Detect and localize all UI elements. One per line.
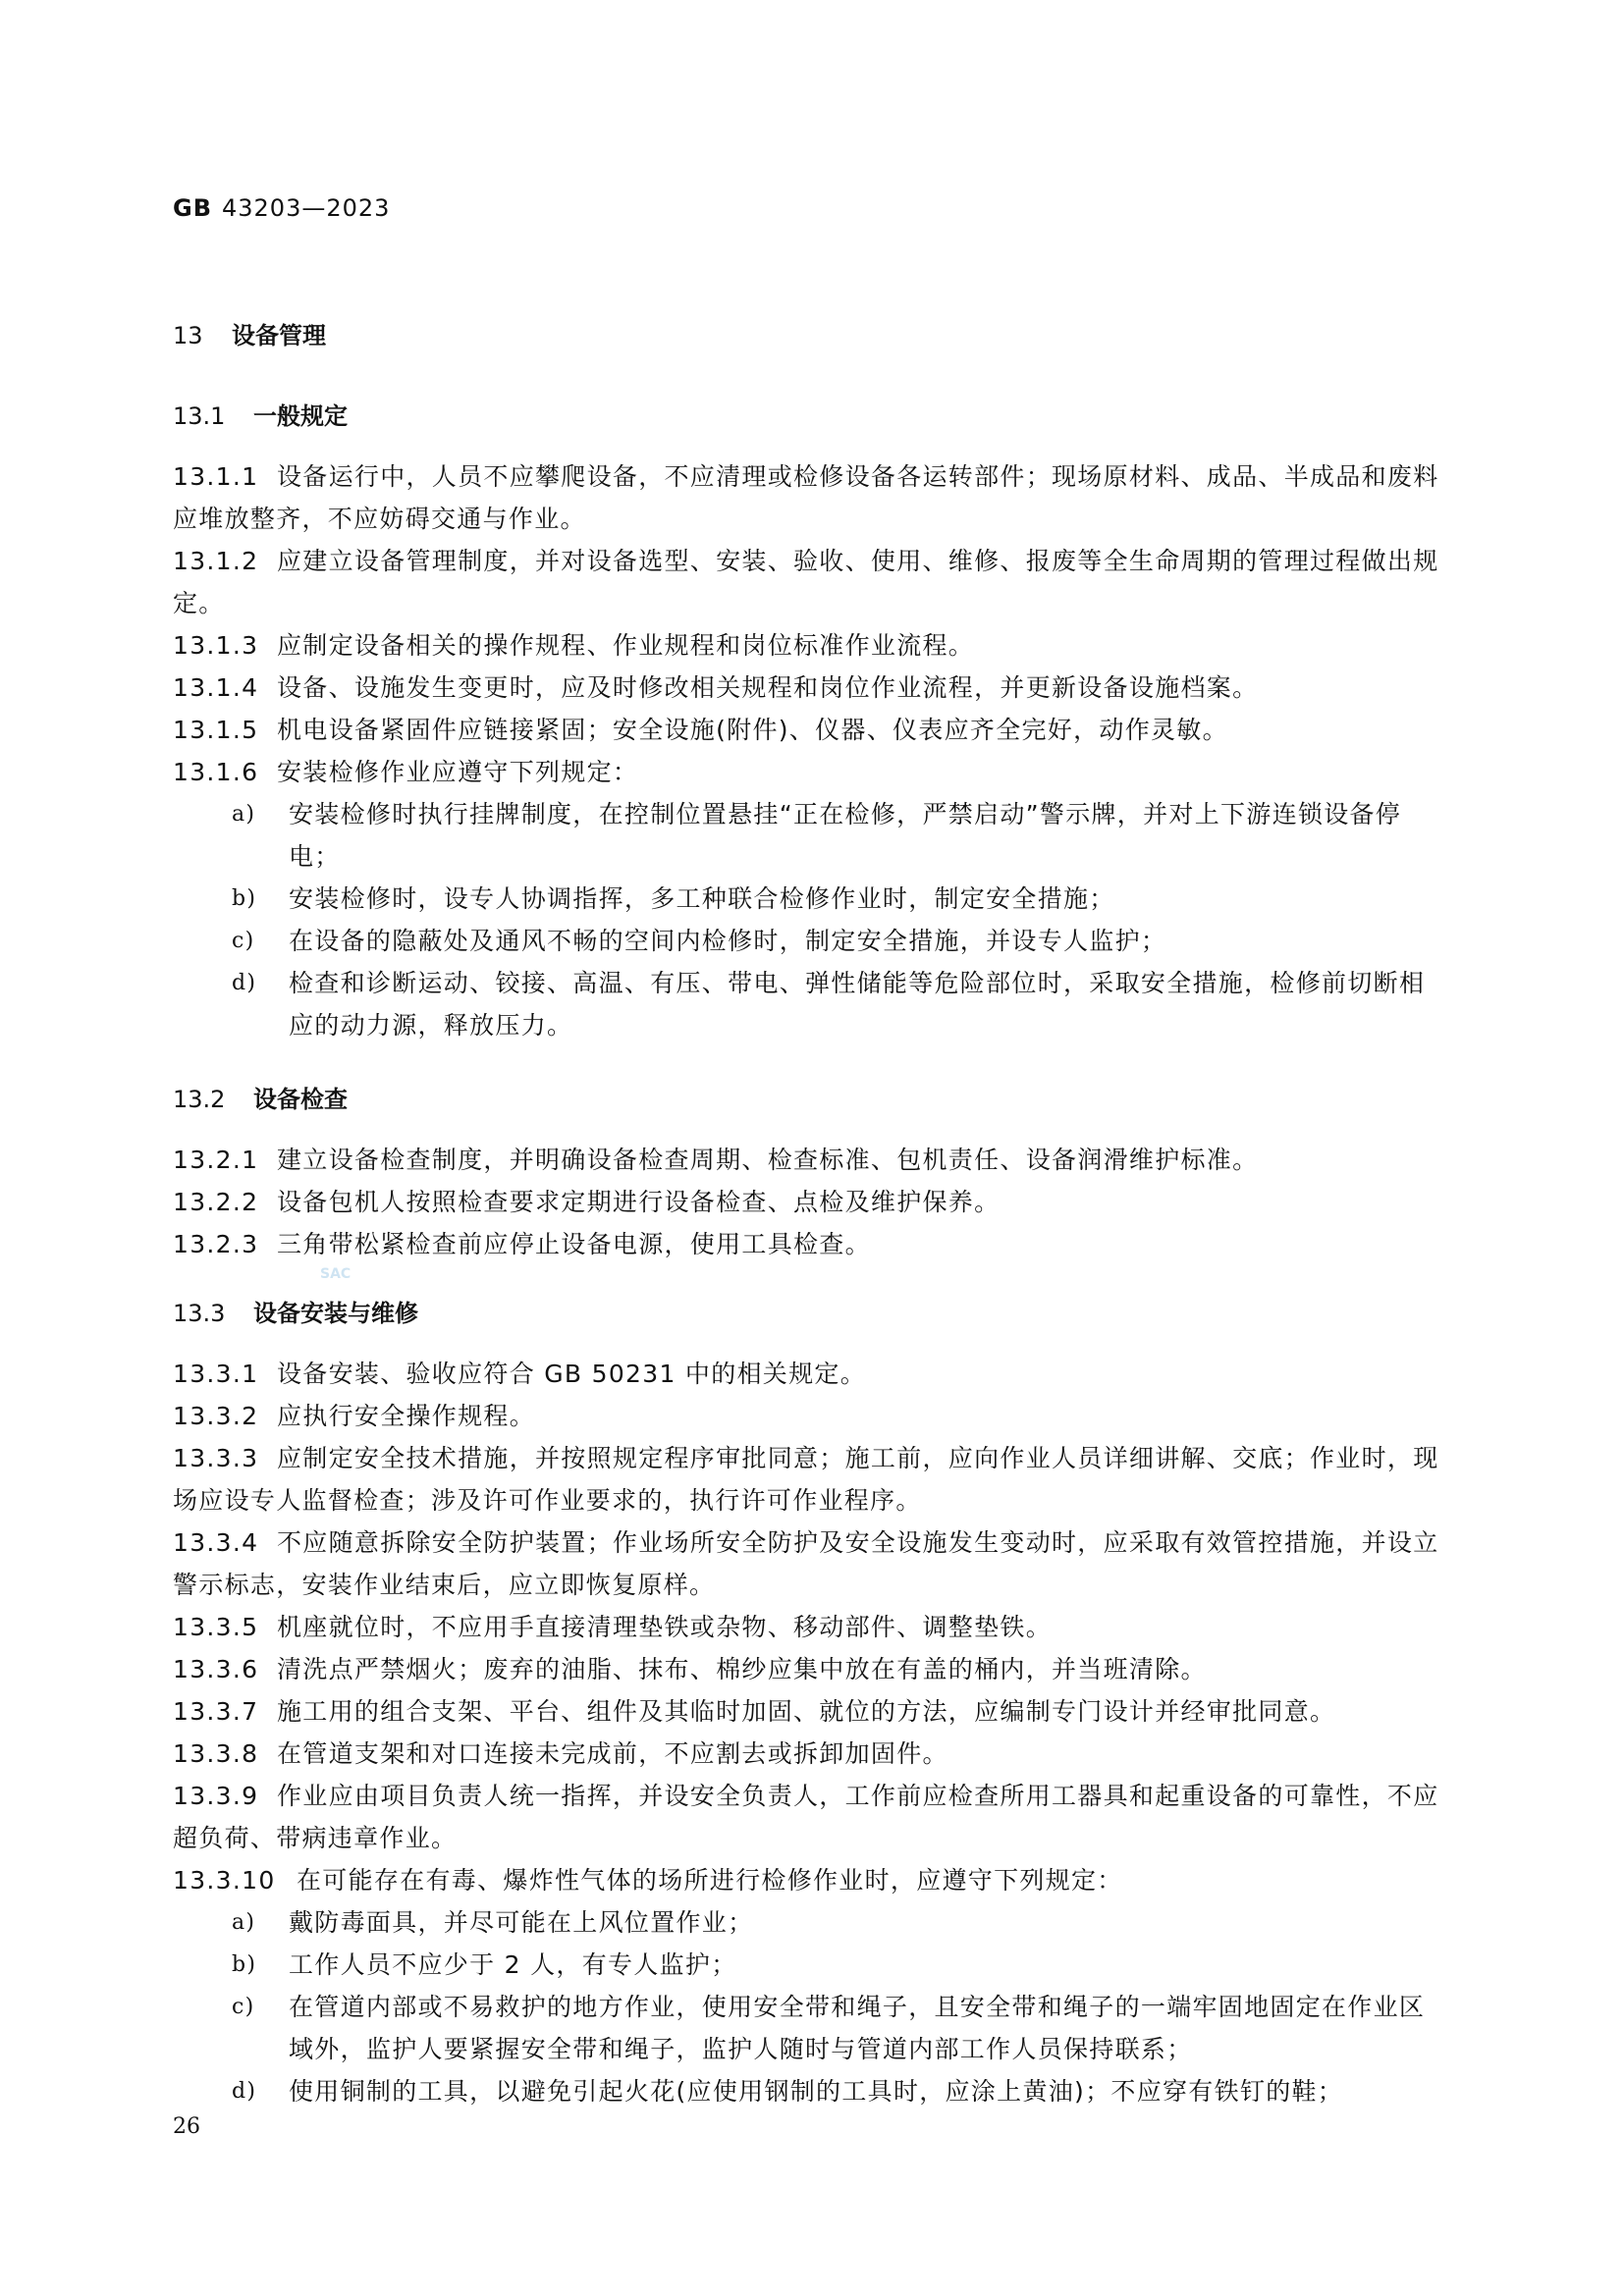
clause-text: 应制定设备相关的操作规程、作业规程和岗位标准作业流程。 — [277, 631, 975, 660]
list-marker: d) — [232, 971, 257, 995]
clause-number: 13.3.1 — [173, 1360, 259, 1388]
clause-13-1-1 — [173, 455, 1447, 540]
subsection-title: 一般规定 — [253, 402, 348, 430]
subsection-title: 设备安装与维修 — [253, 1300, 418, 1327]
clause-number: 13.3.6 — [173, 1655, 259, 1683]
subsection-number: 13.1 — [173, 402, 226, 430]
clause-text: 应执行安全操作规程。 — [277, 1402, 536, 1430]
subsection-number: 13.3 — [173, 1300, 226, 1327]
list-item-b — [232, 878, 1447, 920]
clause-number: 13.1.4 — [173, 673, 259, 702]
clause-13-3-6 — [173, 1648, 1447, 1690]
clause-text: 机座就位时，不应用手直接清理垫铁或杂物、移动部件、调整垫铁。 — [277, 1613, 1053, 1641]
clause-number: 13.1.2 — [173, 547, 259, 575]
list-marker: c) — [232, 929, 255, 953]
list-item-c — [232, 1986, 1447, 2070]
clause-number: 13.1.5 — [173, 716, 259, 744]
clause-text: 在可能存在有毒、爆炸性气体的场所进行检修作业时，应遵守下列规定： — [297, 1866, 1123, 1895]
clause-number: 13.1.6 — [173, 758, 259, 786]
clause-13-2-2 — [173, 1181, 1447, 1223]
clause-13-3-4 — [173, 1522, 1447, 1606]
list-marker: a) — [232, 1910, 256, 1935]
list-text: 安装检修时，设专人协调指挥，多工种联合检修作业时，制定安全措施； — [289, 884, 1115, 913]
subsection-13-3-heading — [173, 1294, 418, 1328]
clause-number: 13.1.3 — [173, 631, 259, 660]
clause-text: 清洗点严禁烟火；废弃的油脂、抹布、棉纱应集中放在有盖的桶内，并当班清除。 — [277, 1655, 1207, 1683]
list-item-c — [232, 920, 1447, 962]
clause-number: 13.3.10 — [173, 1866, 276, 1895]
list-marker: b) — [232, 1952, 257, 1977]
list-text: 安装检修时执行挂牌制度，在控制位置悬挂“正在检修，严禁启动”警示牌，并对上下游连锁设备停电； — [289, 800, 1402, 871]
list-marker: d) — [232, 2079, 257, 2104]
clause-number: 13.3.2 — [173, 1402, 259, 1430]
clause-number: 13.3.5 — [173, 1613, 259, 1641]
clause-text: 应制定安全技术措施，并按照规定程序审批同意；施工前，应向作业人员详细讲解、交底；作业时，现场应设专人监督检查；涉及许可作业要求的，执行许可作业程序。 — [173, 1444, 1439, 1515]
list-text: 检查和诊断运动、铰接、高温、有压、带电、弹性储能等危险部位时，采取安全措施，检修前切断相应的动力源，释放压力。 — [289, 969, 1426, 1040]
clause-13-1-6 — [173, 751, 1447, 793]
subsection-13-1-heading — [173, 397, 348, 431]
list-item-d — [232, 962, 1447, 1046]
clause-13-3-5 — [173, 1606, 1447, 1648]
clause-13-3-8 — [173, 1733, 1447, 1775]
clause-13-3-9 — [173, 1775, 1447, 1859]
clause-13-1-2 — [173, 540, 1447, 624]
list-text: 工作人员不应少于 2 人，有专人监护； — [289, 1950, 737, 1979]
clause-13-2-3 — [173, 1223, 1447, 1265]
list-item-a — [232, 793, 1447, 878]
clause-text: 施工用的组合支架、平台、组件及其临时加固、就位的方法，应编制专门设计并经审批同意。 — [277, 1697, 1336, 1726]
standard-code: 43203—2023 — [222, 194, 391, 222]
clause-13-3-2 — [173, 1395, 1447, 1437]
list-text: 戴防毒面具，并尽可能在上风位置作业； — [289, 1908, 754, 1937]
list-text: 在管道内部或不易救护的地方作业，使用安全带和绳子，且安全带和绳子的一端牢固地固定在作业区域外，监护人要紧握安全带和绳子，监护人随时与管道内部工作人员保持联系； — [289, 1993, 1426, 2063]
clause-text: 三角带松紧检查前应停止设备电源，使用工具检查。 — [277, 1230, 871, 1258]
clause-number: 13.3.3 — [173, 1444, 259, 1472]
list-item-d — [232, 2070, 1447, 2112]
list-text: 在设备的隐蔽处及通风不畅的空间内检修时，制定安全措施，并设专人监护； — [289, 927, 1167, 955]
subsection-13-2-heading — [173, 1080, 348, 1114]
section-number: 13 — [173, 322, 203, 349]
subsection-title: 设备检查 — [253, 1086, 348, 1113]
clause-text: 安装检修作业应遵守下列规定： — [277, 758, 639, 786]
clause-number: 13.3.8 — [173, 1739, 259, 1768]
clause-number: 13.3.7 — [173, 1697, 259, 1726]
clause-number: 13.2.2 — [173, 1188, 259, 1216]
list-item-a — [232, 1901, 1447, 1944]
clause-text: 设备包机人按照检查要求定期进行设备检查、点检及维护保养。 — [277, 1188, 1001, 1216]
clause-13-3-7 — [173, 1690, 1447, 1733]
clause-13-1-3 — [173, 624, 1447, 667]
page-number: 26 — [173, 2114, 200, 2139]
clause-number: 13.3.4 — [173, 1528, 259, 1557]
clause-text: 作业应由项目负责人统一指挥，并设安全负责人，工作前应检查所用工器具和起重设备的可靠性，不应超负荷、带病违章作业。 — [173, 1782, 1439, 1852]
clause-13-1-4 — [173, 667, 1447, 709]
section-13-heading — [173, 316, 326, 350]
document-header — [173, 194, 390, 222]
clause-number: 13.1.1 — [173, 462, 259, 491]
clause-text: 设备安装、验收应符合 GB 50231 中的相关规定。 — [277, 1360, 866, 1388]
subsection-number: 13.2 — [173, 1086, 226, 1113]
list-marker: a) — [232, 802, 256, 827]
clause-number: 13.2.3 — [173, 1230, 259, 1258]
clause-13-3-10 — [173, 1859, 1447, 1901]
section-title: 设备管理 — [232, 322, 326, 349]
standard-prefix: GB — [173, 194, 212, 222]
watermark: SAC — [320, 1266, 352, 1282]
clause-13-1-5 — [173, 709, 1447, 751]
clause-number: 13.3.9 — [173, 1782, 259, 1810]
clause-13-3-3 — [173, 1437, 1447, 1522]
clause-text: 不应随意拆除安全防护装置；作业场所安全防护及安全设施发生变动时，应采取有效管控措施，并设立警示标志，安装作业结束后，应立即恢复原样。 — [173, 1528, 1439, 1599]
clause-text: 在管道支架和对口连接未完成前，不应割去或拆卸加固件。 — [277, 1739, 948, 1768]
clause-text: 建立设备检查制度，并明确设备检查周期、检查标准、包机责任、设备润滑维护标准。 — [277, 1146, 1259, 1174]
list-text: 使用铜制的工具，以避免引起火花(应使用钢制的工具时，应涂上黄油)；不应穿有铁钉的鞋； — [289, 2077, 1344, 2106]
clause-text: 应建立设备管理制度，并对设备选型、安装、验收、使用、维修、报废等全生命周期的管理过程做出规定。 — [173, 547, 1439, 617]
clause-text: 设备运行中，人员不应攀爬设备，不应清理或检修设备各运转部件；现场原材料、成品、半成品和废料应堆放整齐，不应妨碍交通与作业。 — [173, 462, 1439, 533]
clause-text: 机电设备紧固件应链接紧固；安全设施(附件)、仪器、仪表应齐全完好，动作灵敏。 — [277, 716, 1228, 744]
clause-text: 设备、设施发生变更时，应及时修改相关规程和岗位作业流程，并更新设备设施档案。 — [277, 673, 1259, 702]
list-marker: c) — [232, 1995, 255, 2019]
clause-number: 13.2.1 — [173, 1146, 259, 1174]
list-item-b — [232, 1944, 1447, 1986]
list-marker: b) — [232, 886, 257, 911]
clause-13-2-1 — [173, 1139, 1447, 1181]
clause-13-3-1 — [173, 1353, 1447, 1395]
